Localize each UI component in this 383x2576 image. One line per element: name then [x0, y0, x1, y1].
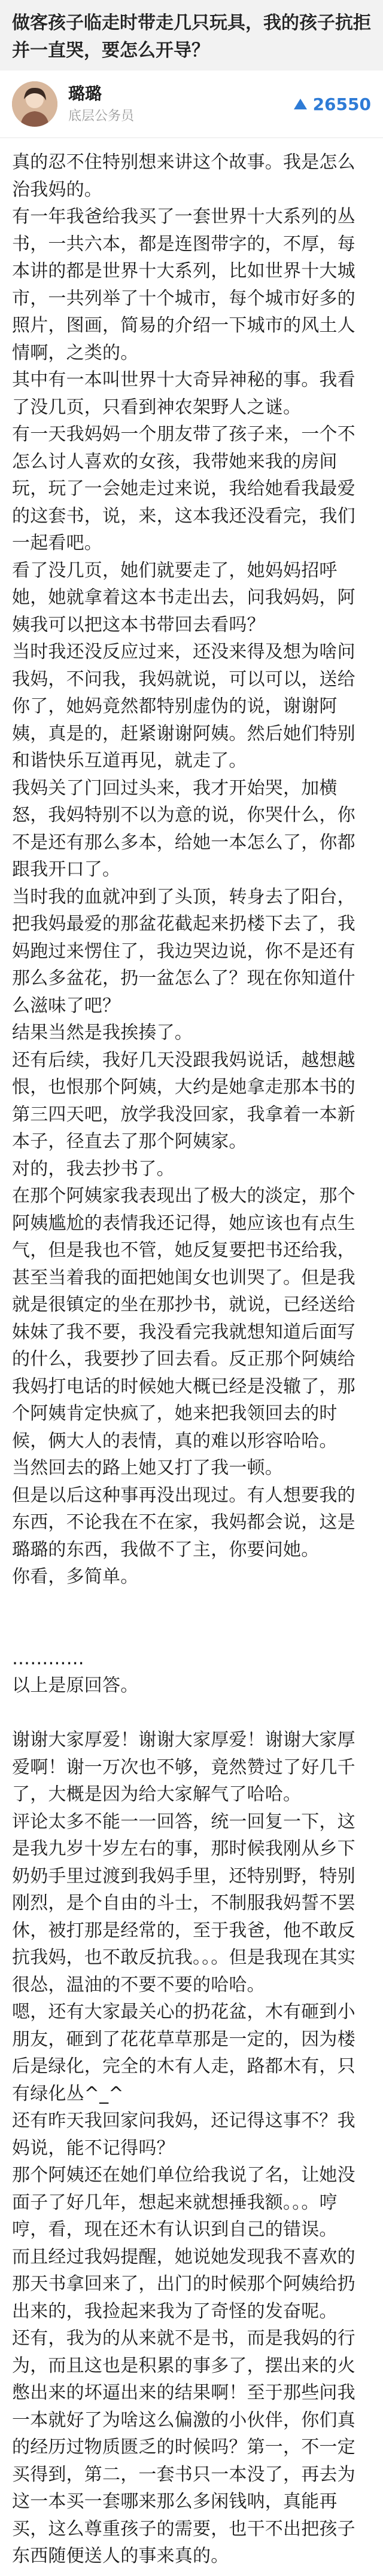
blank-line: [12, 1618, 371, 1645]
answer-paragraph: 当然回去的路上她又打了我一顿。: [12, 1457, 283, 1478]
answer-paragraph: 而且经过我妈提醒，她说她发现我不喜欢的那天书拿回来了，出门的时候那个阿姨给扔出来的，我捡起来我为了奇怪的发奋呢。: [12, 2246, 355, 2322]
answer-paragraph: 当时我还没反应过来，还没来得及想为啥问我妈，不问我，我妈就说，可以可以，送给你了，她妈竟然都特别虚伪的说，谢谢阿姨，真是的，赶紧谢谢阿姨。然后她们特别和谐快乐互道再见，就走了。: [12, 641, 355, 771]
answer-paragraph: 对的，我去抄书了。: [12, 1158, 175, 1179]
upvote-triangle-icon: [293, 97, 308, 111]
question-header[interactable]: [0, 0, 383, 71]
answer-paragraph: 结果当然是我挨揍了。: [12, 1022, 193, 1043]
vote-count: 26550: [312, 94, 371, 114]
avatar-portrait: [12, 81, 57, 127]
answer-body: [0, 138, 383, 2576]
answer-paragraph: 还有后续，我好几天没跟我妈说话，越想越恨，也恨那个阿姨，大约是她拿走那本书的第三四天吧，放学我没回家，我拿着一本新本子，径直去了那个阿姨家。: [12, 1049, 355, 1152]
avatar[interactable]: [12, 81, 57, 127]
answer-paragraph: 谢谢大家厚爱！谢谢大家厚爱！谢谢大家厚爱啊！谢一万次也不够，竟然赞过了好几千了，大概是因为给大家解气了哈哈。: [12, 1729, 355, 1805]
author-name[interactable]: 璐璐: [68, 84, 102, 103]
answer-paragraph: 看了没几页，她们就要走了，她妈妈招呼她，她就拿着这本书走出去，问我妈妈，阿姨我可以把这本书带回去看吗？: [12, 560, 355, 635]
answer-paragraph: 有一天我妈妈一个朋友带了孩子来，一个不怎么讨人喜欢的女孩，我带她来我的房间玩，玩了一会她走过来说，我给她看我最爱的这套书，说，来，这本我还没看完，我们一起看吧。: [12, 424, 355, 554]
answer-paragraph: 有一年我爸给我买了一套世界十大系列的丛书，一共六本，都是连图带字的，不厚，每本讲的都是世界十大系列，比如世界十大城市，一共列举了十个城市，每个城市好多的照片，图画，简易的介绍一下城市的风土人情啊，之类的。: [12, 206, 355, 363]
answer-paragraph: 你看，多简单。: [12, 1566, 139, 1587]
author-title: 底层公务员: [68, 109, 135, 124]
answer-paragraph: 我妈关了门回过头来，我才开始哭，加横怒，我妈特别不以为意的说，你哭什么，你不是还有那么多本，给她一本怎么了，你都跟我开口了。: [12, 777, 355, 880]
question-title[interactable]: 做客孩子临走时带走几只玩具，我的孩子抗拒并一直哭，要怎么开导？: [12, 13, 371, 61]
blank-line: [12, 1591, 371, 1618]
original-answer-note: 以上是原回答。: [12, 1675, 139, 1696]
answer-paragraph: 但是以后这种事再没出现过。有人想要我的东西，不论我在不在家，我妈都会说，这是璐璐的东西，我做不了主，你要问她。: [12, 1484, 355, 1560]
answer-paragraph: 其中有一本叫世界十大奇异神秘的事。我看了没几页，只看到神农架野人之谜。: [12, 369, 355, 418]
author-bar: [0, 71, 383, 138]
answer-paragraph: 还有，我为的从来就不是书，而是我妈的行为，而且这也是积累的事多了，摆出来的火憋出来的坏逼出来的结果啊！至于那些问我一本就好了为啥这么偏激的小伙伴，你们真的经历过物质匮乏的时候吗？第一，不一定买得到，第二，一套书只一本没了，再去为这一本买一套哪来那么多闲钱呐，真能再买，这么尊重孩子的需要，也干不出把孩子东西随便送人的事来真的。: [12, 2328, 355, 2566]
answer-paragraph: 嗯，还有大家最关心的扔花盆，木有砸到小朋友，砸到了花花草草那是一定的，因为楼后是绿化，完全的木有人走，路都木有，只有绿化丛^_^: [12, 2001, 355, 2104]
answer-paragraph: 真的忍不住特别想来讲这个故事。我是怎么治我妈的。: [12, 152, 355, 200]
answer-paragraph: 当时我的血就冲到了头顶，转身去了阳台，把我妈最爱的那盆花截起来扔楼下去了，我妈跑过来愣住了，我边哭边说，你不是还有那么多盆花，扔一盆怎么了？现在你知道什么滋味了吧？: [12, 886, 355, 1016]
answer-paragraph: 那个阿姨还在她们单位给我说了名，让她没面子了好几年，想起来就想捶我额。。。哼哼，看，现在还木有认识到自己的错误。: [12, 2165, 355, 2240]
answer-paragraph: 在那个阿姨家我表现出了极大的淡定，那个阿姨尴尬的表情我还记得，她应该也有点生气，但是我也不管，她反复要把书还给我，甚至当着我的面把她闺女也训哭了。但是我就是很镇定的坐在那抄书，就说，已经送给妹妹了我不要，我没看完我就想知道后面写的什么，我要抄了回去看。反正那个阿姨给我妈打电话的时候她大概已经是没辙了，那个阿姨肯定快疯了，她来把我领回去的时候，俩大人的表情，真的难以形容哈哈。: [12, 1185, 355, 1452]
author-info: [68, 82, 293, 126]
upvote-button[interactable]: [293, 94, 371, 114]
blank-line: [12, 1700, 371, 1727]
divider-dots: …………: [12, 1648, 84, 1669]
answer-paragraph: 评论太多不能一一回答，统一回复一下，这是我九岁十岁左右的事，那时候我刚从乡下奶奶手里过渡到我妈手里，还特别野，特别刚烈，是个自由的斗士，不制服我妈誓不罢休，被打那是经常的，至于我爸，他不敢反抗我妈，也不敢反抗我。。。但是我现在其实很怂，温油的不要不要的哈哈。: [12, 1811, 355, 1996]
answer-paragraph: 还有昨天我回家问我妈，还记得这事不？我妈说，能不记得吗？: [12, 2110, 355, 2159]
